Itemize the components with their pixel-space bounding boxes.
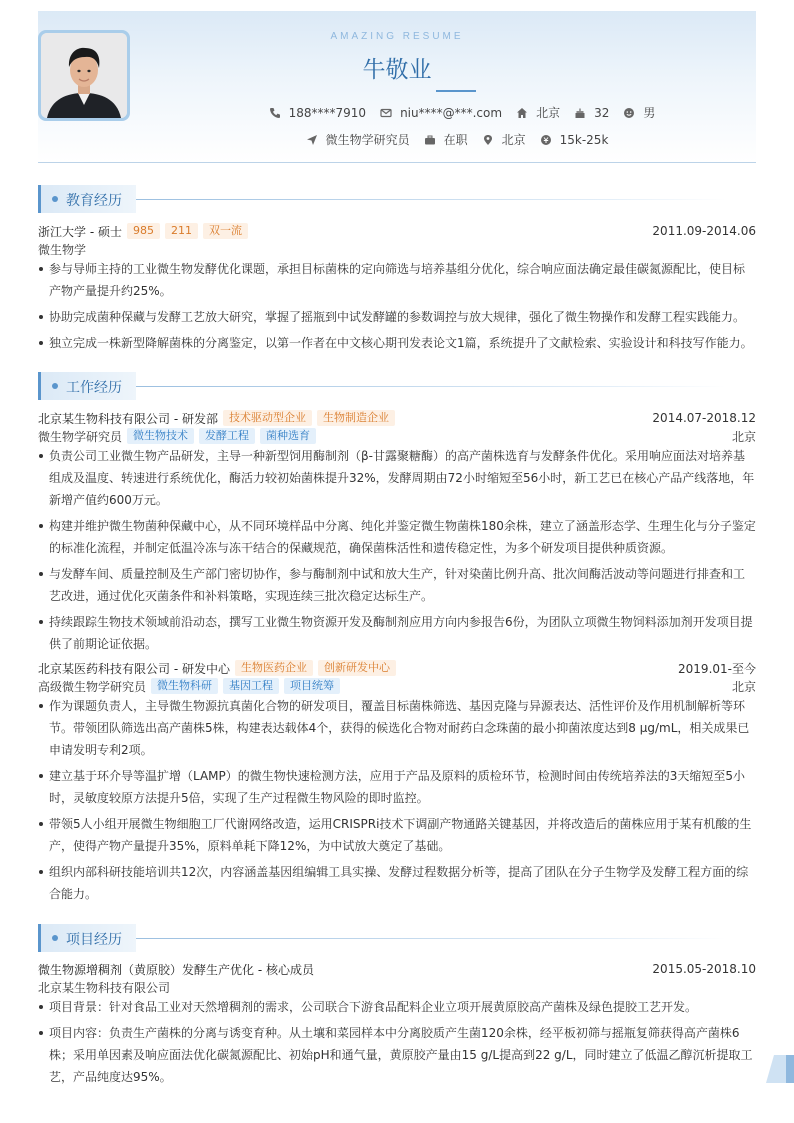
email-item — [380, 106, 502, 120]
section-divider — [136, 199, 726, 200]
job-bullets — [38, 445, 756, 659]
project-period: 2015.05-2018.10 — [652, 962, 756, 976]
phone-item — [269, 106, 366, 120]
job-location: 北京 — [731, 679, 756, 694]
page-corner-decoration — [766, 1055, 794, 1083]
role-tag: 菌种选育 — [260, 428, 316, 444]
role-tag: 微生物技术 — [127, 428, 194, 444]
mail-icon — [380, 107, 392, 119]
phone-text: 188****7910 — [288, 105, 367, 120]
position-text: 微生物学研究员 — [325, 133, 410, 147]
work-title: 工作经历 — [66, 380, 122, 396]
list-item: 参与导师主持的工业微生物发酵优化课题，承担目标菌株的定向筛选与培养基组分优化，综合响应面法确定最佳碳氮源配比，使目标产物产量提升约25%。 — [38, 258, 756, 302]
role-name: 高级微生物学研究员 — [38, 679, 147, 694]
gender-item — [623, 104, 655, 121]
education-bullets — [38, 258, 756, 358]
city-text: 北京 — [536, 106, 561, 120]
job-role-row — [38, 427, 756, 445]
project-bullets — [38, 996, 756, 1092]
list-item: 持续跟踪生物技术领域前沿动态，撰写工业微生物资源开发及酶制剂应用方向内参报告6份，为团队立项微生物饲料添加剂开发项目提供了前期论证依据。 — [38, 611, 756, 655]
education-title: 教育经历 — [66, 193, 122, 209]
role-tag: 项目统筹 — [284, 678, 340, 694]
contact-row — [38, 104, 756, 121]
list-item: 负责公司工业微生物产品研发，主导一种新型饲用酶制剂（β-甘露聚糖酶）的高产菌株选育与发酵条件优化。采用响应面法对培养基组成及温度、转速进行系统优化，酶活力较初始菌株提升32%，发酵周期由72小时缩短至56小时，新工艺已在核心产品产线落地，年新增产值约600万元。 — [38, 445, 756, 511]
project-title: 项目经历 — [66, 932, 122, 948]
project-section-header — [38, 924, 756, 952]
education-school-row — [38, 222, 756, 240]
status-text: 在职 — [443, 133, 468, 147]
section-dot-icon — [52, 935, 58, 941]
cake-icon — [574, 107, 586, 119]
brand-subtitle: AMAZING RESUME — [330, 31, 464, 42]
job-company-row — [38, 659, 756, 677]
list-item: 协助完成菌种保藏与发酵工艺放大研究，掌握了摇瓶到中试发酵罐的参数调控与放大规律，强化了微生物操作和发酵工程实践能力。 — [38, 306, 756, 328]
education-period: 2011.09-2014.06 — [652, 224, 756, 238]
section-dot-icon — [52, 196, 58, 202]
company-tag: 创新研发中心 — [318, 660, 396, 676]
company-tag: 生物制造企业 — [317, 410, 395, 426]
list-item: 建立基于环介导等温扩增（LAMP）的微生物快速检测方法，应用于产品及原料的质检环节，检测时间由传统培养法的3天缩短至5小时，灵敏度较原方法提升5倍，实现了生产过程微生物风险的即时监控。 — [38, 765, 756, 809]
list-item: 独立完成一株新型降解菌株的分离鉴定，以第一作者在中文核心期刊发表论文1篇，系统提升了文献检索、实验设计和科技写作能力。 — [38, 332, 756, 354]
briefcase-icon — [424, 134, 436, 146]
target-city-text: 北京 — [501, 133, 526, 147]
salary-text: 15k-25k — [559, 132, 609, 147]
candidate-name: 牛敬业 — [362, 57, 432, 83]
company-name: 北京某生物科技有限公司 - 研发部 — [38, 411, 218, 426]
project-org-row — [38, 978, 756, 996]
education-section-header — [38, 185, 756, 213]
project-org: 北京某生物科技有限公司 — [38, 980, 171, 995]
send-icon — [306, 134, 318, 146]
list-item: 作为课题负责人，主导微生物源抗真菌化合物的研发项目，覆盖目标菌株筛选、基因克隆与异源表达、活性评价及作用机制解析等环节。带领团队筛选出高产菌株5株，构建表达载体4个，获得的候选化合物对耐药白念珠菌的最小抑菌浓度达到8 μg/mL，相关成果已申请发明专利2项。 — [38, 695, 756, 761]
project-name-row — [38, 960, 756, 978]
school-name: 浙江大学 - 硕士 — [38, 224, 122, 239]
age-text: 32 — [594, 105, 610, 120]
list-item: 带领5人小组开展微生物细胞工厂代谢网络改造，运用CRISPRi技术下调副产物通路关键基因，并将改造后的菌株应用于某有机酸的生产，使得产物产量提升35%，原料单耗下降12%，为中试放大奠定了基础。 — [38, 813, 756, 857]
school-tag: 双一流 — [203, 223, 248, 239]
age-item — [574, 106, 609, 120]
email-text: niu****@***.com — [400, 105, 503, 120]
project-name: 微生物源增稠剂（黄原胶）发酵生产优化 - 核心成员 — [38, 962, 314, 977]
list-item: 构建并维护微生物菌种保藏中心，从不同环境样品中分离、纯化并鉴定微生物菌株180余株，建立了涵盖形态学、生理生化与分子鉴定的标准化流程，并制定低温冷冻与冻干结合的保藏规范，确保菌株活性和遗传稳定性，为多个研发项目提供种质资源。 — [38, 515, 756, 559]
school-tag: 211 — [165, 223, 198, 239]
list-item: 与发酵车间、质量控制及生产部门密切协作，参与酶制剂中试和放大生产，针对染菌比例升高、批次间酶活波动等问题进行排查和工艺改进，通过优化灭菌条件和补料策略，实现连续三批次稳定达标生产。 — [38, 563, 756, 607]
job-intent-row — [38, 131, 756, 148]
school-tag: 985 — [127, 223, 160, 239]
company-tag: 生物医药企业 — [235, 660, 313, 676]
city-item — [516, 104, 560, 121]
job-role-row — [38, 677, 756, 695]
position-item — [306, 131, 410, 148]
list-item: 项目背景：针对食品工业对天然增稠剂的需求，公司联合下游食品配料企业立项开展黄原胶高产菌株及绿色提胶工艺开发。 — [38, 996, 756, 1018]
role-tag: 发酵工程 — [199, 428, 255, 444]
role-tag: 基因工程 — [223, 678, 279, 694]
job-bullets — [38, 695, 756, 909]
home-icon — [516, 107, 528, 119]
name-underline — [436, 90, 476, 92]
target-city-item — [482, 131, 526, 148]
list-item: 项目内容：负责生产菌株的分离与诱变育种。从土壤和菜园样本中分离胶质产生菌120余株，经平板初筛与摇瓶复筛获得高产菌株6株；采用单因素及响应面法优化碳氮源配比、初始pH和通气量，黄原胶产量由15 g/L提高到22 g/L，同时建立了低温乙醇沉析提取工艺，产品纯度达95%。 — [38, 1022, 756, 1088]
list-item: 组织内部科研技能培训共12次，内容涵盖基因组编辑工具实操、发酵过程数据分析等，提高了团队在分子生物学及发酵工程方面的综合能力。 — [38, 861, 756, 905]
role-tag: 微生物科研 — [151, 678, 218, 694]
work-section-header — [38, 372, 756, 400]
role-name: 微生物学研究员 — [38, 429, 123, 444]
company-tag: 技术驱动型企业 — [223, 410, 312, 426]
money-icon — [540, 134, 552, 146]
job-location: 北京 — [731, 429, 756, 444]
job-period: 2014.07-2018.12 — [652, 411, 756, 425]
phone-icon — [269, 107, 281, 119]
salary-item — [540, 133, 609, 147]
gender-text: 男 — [643, 106, 656, 120]
job-company-row — [38, 409, 756, 427]
status-item — [424, 131, 468, 148]
major-name: 微生物学 — [38, 242, 87, 257]
location-pin-icon — [482, 134, 494, 146]
section-divider — [136, 938, 726, 939]
job-period: 2019.01-至今 — [678, 661, 756, 676]
section-dot-icon — [52, 383, 58, 389]
section-divider — [136, 386, 726, 387]
company-name: 北京某医药科技有限公司 - 研发中心 — [38, 661, 230, 676]
smiley-icon — [623, 107, 635, 119]
education-major-row — [38, 240, 756, 258]
resume-header — [38, 11, 756, 163]
